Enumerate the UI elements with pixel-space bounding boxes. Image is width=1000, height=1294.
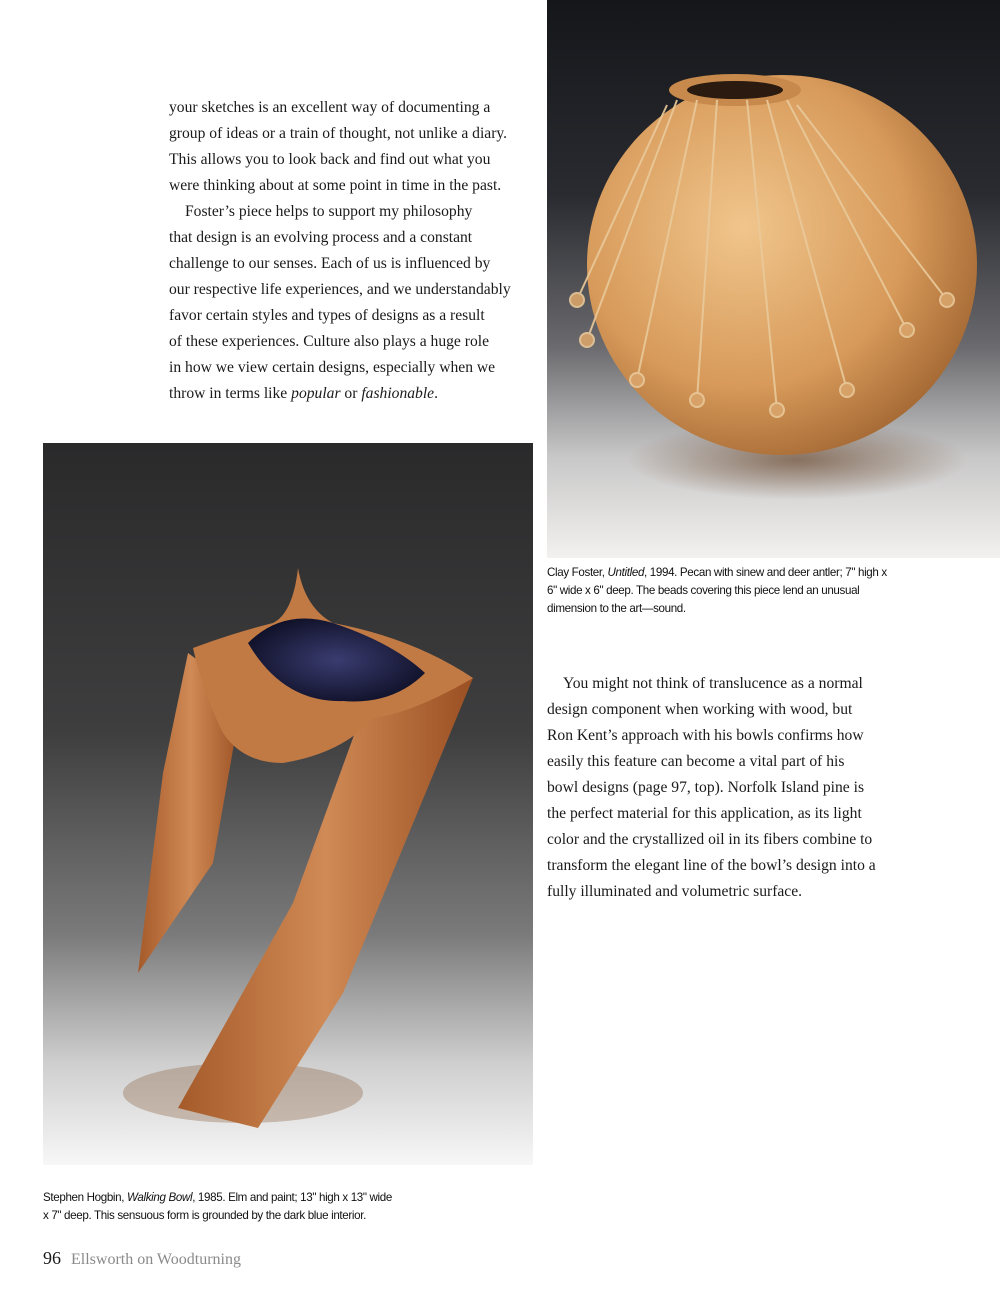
- text-segment: x 7" deep. This sensuous form is grounded by the dark blue interior.: [43, 1209, 366, 1222]
- text-segment: transform the elegant line of the bowl’s design into a: [547, 857, 876, 874]
- text-segment: throw in terms like: [169, 385, 292, 402]
- text-segment: Foster’s piece helps to support my philosophy: [185, 203, 473, 220]
- text-segment: This allows you to look back and find out what you: [169, 151, 491, 168]
- text-segment: easily this feature can become a vital part of his: [547, 753, 845, 770]
- text-line: [547, 827, 876, 853]
- body-text-column-1: [169, 95, 511, 407]
- text-segment: challenge to our senses. Each of us is influenced by: [169, 255, 491, 272]
- text-segment: our respective life experiences, and we understandably: [169, 281, 511, 298]
- text-line: [169, 303, 511, 329]
- page-footer: [43, 1248, 241, 1269]
- walking-bowl-illustration: [43, 443, 533, 1165]
- text-segment: design component when working with wood, but: [547, 701, 853, 718]
- text-segment: You might not think of translucence as a normal: [563, 675, 863, 692]
- italic-title: fashionable: [361, 385, 435, 402]
- text-line: [547, 801, 876, 827]
- italic-title: popular: [291, 385, 341, 402]
- text-segment: Ron Kent’s approach with his bowls confirms how: [547, 727, 864, 744]
- text-line: [169, 199, 511, 225]
- text-segment: dimension to the art—sound.: [547, 602, 686, 615]
- text-line: [169, 95, 511, 121]
- caption-clay-foster: [547, 564, 887, 618]
- running-title: Ellsworth on Woodturning: [71, 1251, 241, 1268]
- text-segment: 6" wide x 6" deep. The beads covering this piece lend an unusual: [547, 584, 860, 597]
- text-line: [547, 749, 876, 775]
- text-line: [547, 853, 876, 879]
- text-segment: group of ideas or a train of thought, not unlike a diary.: [169, 125, 508, 142]
- text-line: [547, 697, 876, 723]
- text-line: [169, 147, 511, 173]
- text-line: [169, 381, 511, 407]
- text-line: [43, 1189, 392, 1207]
- text-line: [547, 600, 887, 618]
- caption-stephen-hogbin: [43, 1189, 392, 1225]
- text-segment: favor certain styles and types of designs as a result: [169, 307, 485, 324]
- body-text-column-2: [547, 671, 876, 905]
- text-segment: bowl designs (page 97, top). Norfolk Island pine is: [547, 779, 865, 796]
- text-line: [547, 671, 876, 697]
- text-segment: of these experiences. Culture also plays a huge role: [169, 333, 489, 350]
- text-segment: that design is an evolving process and a constant: [169, 229, 473, 246]
- text-segment: , 1985. Elm and paint; 13" high x 13" wide: [192, 1191, 392, 1204]
- italic-title: Untitled: [607, 566, 645, 579]
- text-line: [169, 121, 511, 147]
- text-line: [547, 582, 887, 600]
- italic-title: Walking Bowl: [127, 1191, 193, 1204]
- text-line: [169, 173, 511, 199]
- text-line: [547, 775, 876, 801]
- page-number: 96: [43, 1248, 61, 1268]
- text-line: [169, 329, 511, 355]
- text-segment: .: [434, 385, 439, 402]
- text-line: [169, 355, 511, 381]
- text-line: [547, 564, 887, 582]
- text-segment: color and the crystallized oil in its fibers combine to: [547, 831, 873, 848]
- text-segment: Stephen Hogbin,: [43, 1191, 127, 1204]
- text-line: [547, 879, 876, 905]
- photo-clay-foster-vessel: [547, 0, 1000, 558]
- text-line: [169, 251, 511, 277]
- beaded-vessel-illustration: [547, 0, 1000, 558]
- text-segment: fully illuminated and volumetric surface.: [547, 883, 803, 900]
- text-line: [43, 1207, 392, 1225]
- text-segment: were thinking about at some point in time in the past.: [169, 177, 502, 194]
- photo-stephen-hogbin-walking-bowl: [43, 443, 533, 1165]
- text-segment: , 1994. Pecan with sinew and deer antler; 7" high x: [644, 566, 887, 579]
- text-segment: Clay Foster,: [547, 566, 608, 579]
- text-segment: in how we view certain designs, especially when we: [169, 359, 496, 376]
- text-line: [547, 723, 876, 749]
- text-line: [169, 277, 511, 303]
- text-segment: or: [340, 385, 362, 402]
- text-line: [169, 225, 511, 251]
- text-segment: the perfect material for this application, as its light: [547, 805, 862, 822]
- text-segment: your sketches is an excellent way of documenting a: [169, 99, 491, 116]
